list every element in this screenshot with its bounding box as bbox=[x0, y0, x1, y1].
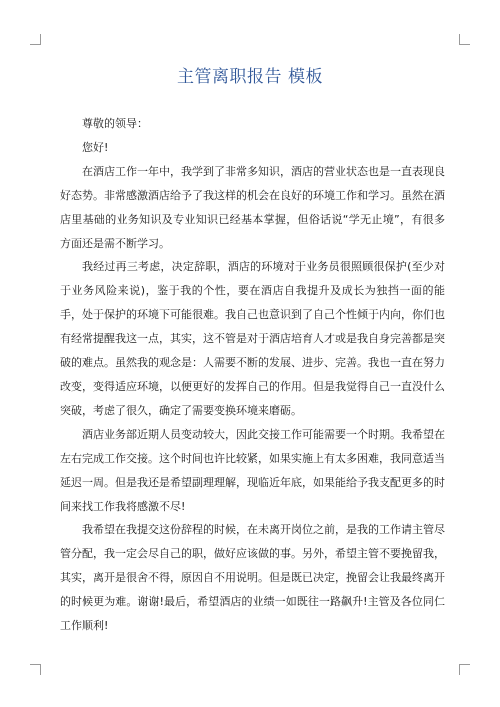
crop-mark-bottom-left bbox=[30, 664, 41, 675]
crop-mark-top-right bbox=[459, 34, 470, 45]
crop-mark-top-left bbox=[30, 34, 41, 45]
body-paragraph: 酒店业务部近期人员变动较大，因此交接工作可能需要一个时期。我希望在左右完成工作交接。这个时间也许比较紧，如果实施上有太多困难，我同意适当延迟一周。但是我还是希望副理理解，现临近年底，如果能给予我支配更多的时间来找工作我将感激不尽! bbox=[60, 427, 445, 513]
document-title: 主管离职报告 模板 bbox=[177, 67, 323, 87]
body-paragraph: 我经过再三考虑，决定辞职，酒店的环境对于业务员很照顾很保护(至少对于业务风险来说)，鉴于我的个性，要在酒店自我提升及成长为独挡一面的能手，处于保护的环境下可能很难。我自己也意识到了自己个性倾于内向，你们也有经常提醒我这一点，其实，这不管是对于酒店培育人才或是我自身完善都是突破的难点。虽然我的观念是：人需要不断的发展、进步、完善。我也一直在努力改变，变得适应环境，以便更好的发挥自己的作用。但是我觉得自己一直没什么突破，考虑了很久，确定了需要变换环境来磨砺。 bbox=[60, 260, 445, 417]
body-paragraph: 我希望在我提交这份辞程的时候，在未离开岗位之前，是我的工作请主管尽管分配，我一定会尽自己的职，做好应该做的事。另外，希望主管不要挽留我，其实，离开是很舍不得，原因自不用说明。但是既已决定，挽留会让我最终离开的时候更为难。谢谢!最后，希望酒店的业绩一如既往一路飙升!主管及各位同仁工作顺利! bbox=[60, 523, 445, 633]
greeting: 您好! bbox=[82, 140, 109, 154]
body-paragraph: 在酒店工作一年中，我学到了非常多知识，酒店的营业状态也是一直表现良好态势。非常感激酒店给予了我这样的机会在良好的环境工作和学习。虽然在酒店里基础的业务知识及专业知识已经基本掌握，但俗话说“学无止境”，有很多方面还是需不断学习。 bbox=[60, 164, 445, 250]
document-body bbox=[60, 112, 445, 638]
salutation: 尊敬的领导： bbox=[82, 117, 148, 130]
crop-mark-bottom-right bbox=[459, 664, 470, 675]
